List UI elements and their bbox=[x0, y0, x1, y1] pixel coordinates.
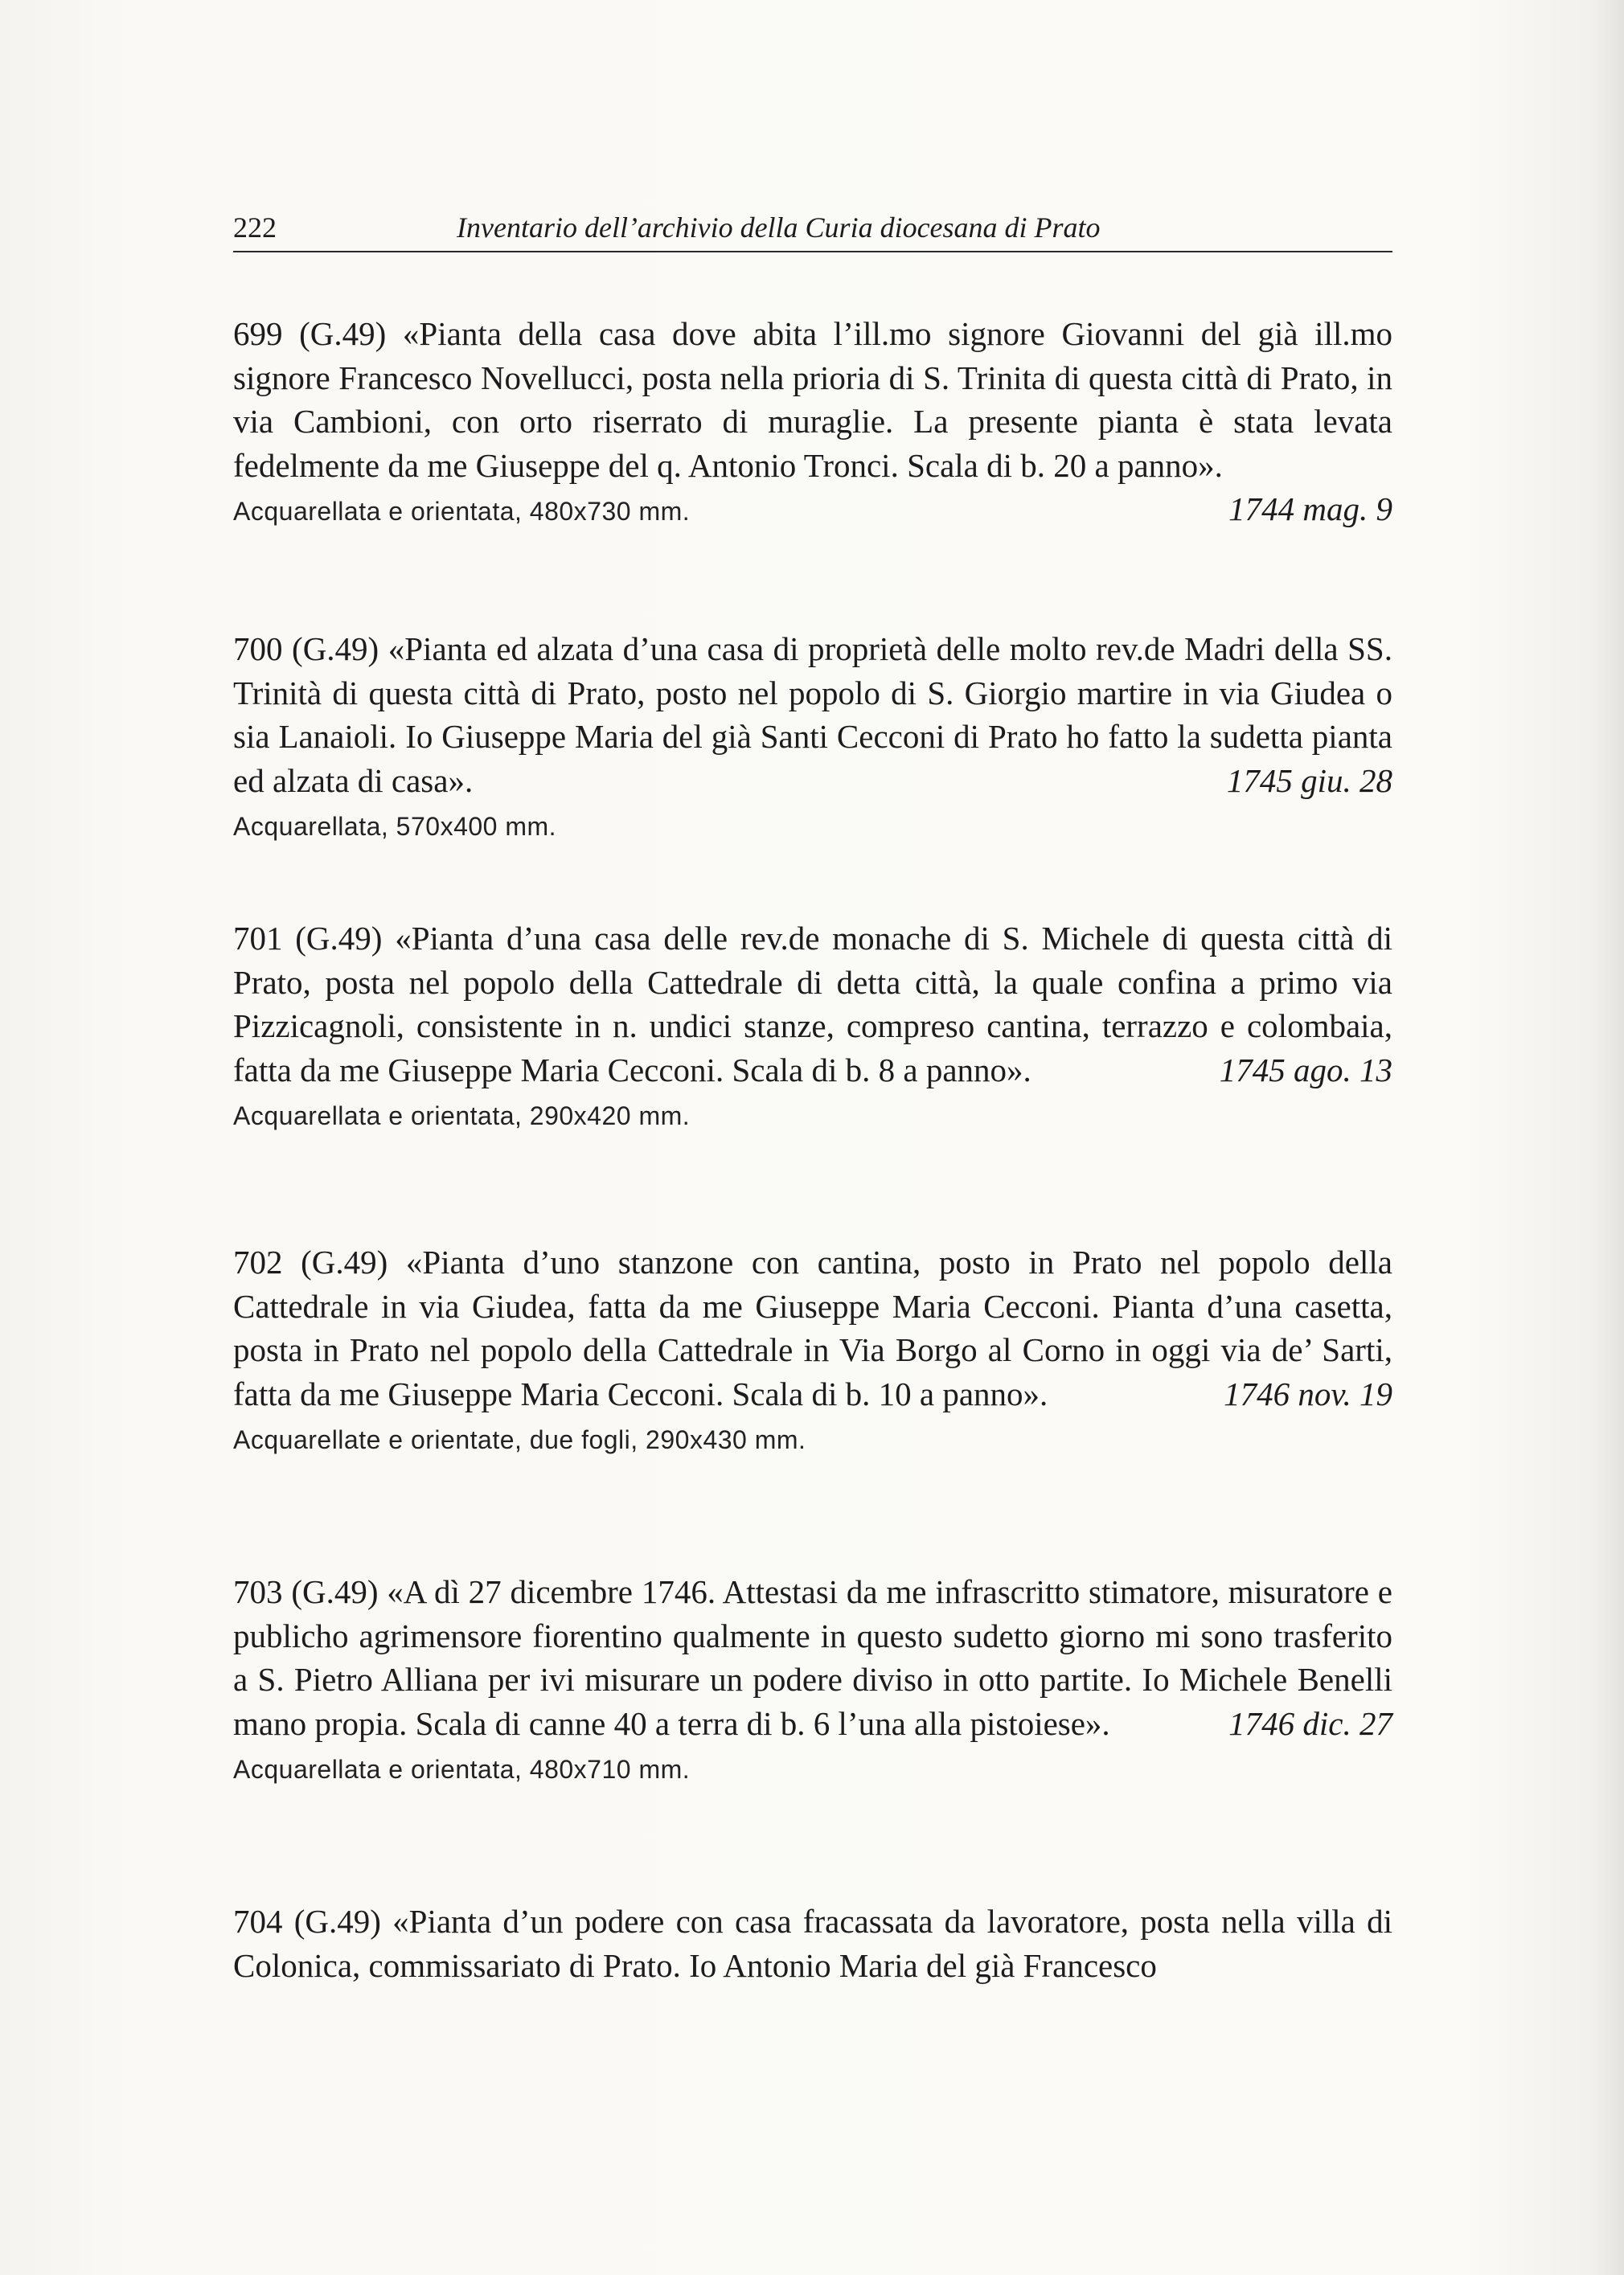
catalog-entry-699 bbox=[233, 312, 1392, 531]
entry-text bbox=[233, 1900, 1392, 1987]
page-edge-shadow bbox=[1592, 0, 1624, 2275]
entry-text bbox=[233, 1570, 1392, 1745]
entry-description: Acquarellata e orientata, 480x730 mm. bbox=[233, 497, 691, 526]
page-header bbox=[233, 211, 1392, 252]
entry-date: 1746 nov. 19 bbox=[1224, 1375, 1392, 1412]
entry-body: 704 (G.49) «Pianta d’un podere con casa fracassata da lavoratore, posta nella villa di Colonica, commissariato di Prato. Io Antonio Maria del già Francesco bbox=[233, 1903, 1392, 1984]
catalog-entry-704 bbox=[233, 1900, 1392, 1987]
entry-body: 701 (G.49) «Pianta d’una casa delle rev.de monache di S. Michele di questa città di Prato, posta nel popolo della Cattedrale di detta città, la quale confina a primo via Pizzicagnoli, consistente in n. undici stanze, compreso cantina, terrazzo e colombaia, fatta da me Giuseppe Maria Cecconi. Scala di b. 8 a panno». bbox=[233, 920, 1392, 1088]
running-title: Inventario dell’archivio della Curia diocesana di Prato bbox=[457, 211, 1101, 244]
entry-body: 700 (G.49) «Pianta ed alzata d’una casa di proprietà delle molto rev.de Madri della SS. Trinità di questa città di Prato, posto nel popolo di S. Giorgio martire in via Giudea o sia Lanaioli. Io Giuseppe Maria del già Santi Cecconi di Prato ho fatto la sudetta pianta ed alzata di casa». bbox=[233, 630, 1392, 799]
entry-text bbox=[233, 916, 1392, 1092]
catalog-entry-703 bbox=[233, 1570, 1392, 1785]
entry-date: 1745 giu. 28 bbox=[1226, 761, 1392, 799]
entry-body: 703 (G.49) «A dì 27 dicembre 1746. Attestasi da me infrascritto stimatore, misuratore e publicho agrimensore fiorentino qualmente in questo sudetto giorno mi sono trasferito a S. Pietro Alliana per ivi misurare un podere diviso in otto partite. Io Michele Benelli mano propia. Scala di canne 40 a terra di b. 6 l’una alla pistoiese». bbox=[233, 1573, 1392, 1742]
catalog-entry-701 bbox=[233, 916, 1392, 1131]
catalog-entry-702 bbox=[233, 1240, 1392, 1455]
page-number: 222 bbox=[233, 211, 277, 244]
entry-description: Acquarellata e orientata, 290x420 mm. bbox=[233, 1101, 691, 1130]
entry-description: Acquarellata, 570x400 mm. bbox=[233, 812, 557, 841]
entry-description: Acquarellata e orientata, 480x710 mm. bbox=[233, 1755, 691, 1784]
entry-text bbox=[233, 627, 1392, 802]
entry-body: 699 (G.49) «Pianta della casa dove abita l’ill.mo signore Giovanni del già ill.mo signore Francesco Novellucci, posta nella prioria di S. Trinita di questa città di Prato, in via Cambioni, con orto riserrato di muraglie. La presente pianta è stata levata fedelmente da me Giuseppe del q. Antonio Tronci. Scala di b. 20 a panno». bbox=[233, 315, 1392, 484]
entry-date: 1746 dic. 27 bbox=[1228, 1704, 1392, 1742]
entry-text bbox=[233, 1240, 1392, 1416]
entry-body: 702 (G.49) «Pianta d’uno stanzone con cantina, posto in Prato nel popolo della Cattedrale in via Giudea, fatta da me Giuseppe Maria Cecconi. Pianta d’una casetta, posta in Prato nel popolo della Cattedrale in Via Borgo al Corno in oggi via de’ Sarti, fatta da me Giuseppe Maria Cecconi. Scala di b. 10 a panno». bbox=[233, 1244, 1392, 1412]
entry-description: Acquarellate e orientate, due fogli, 290x430 mm. bbox=[233, 1425, 806, 1454]
entry-date: 1745 ago. 13 bbox=[1219, 1051, 1392, 1088]
entry-date: 1744 mag. 9 bbox=[1228, 490, 1392, 527]
catalog-entry-700 bbox=[233, 627, 1392, 842]
